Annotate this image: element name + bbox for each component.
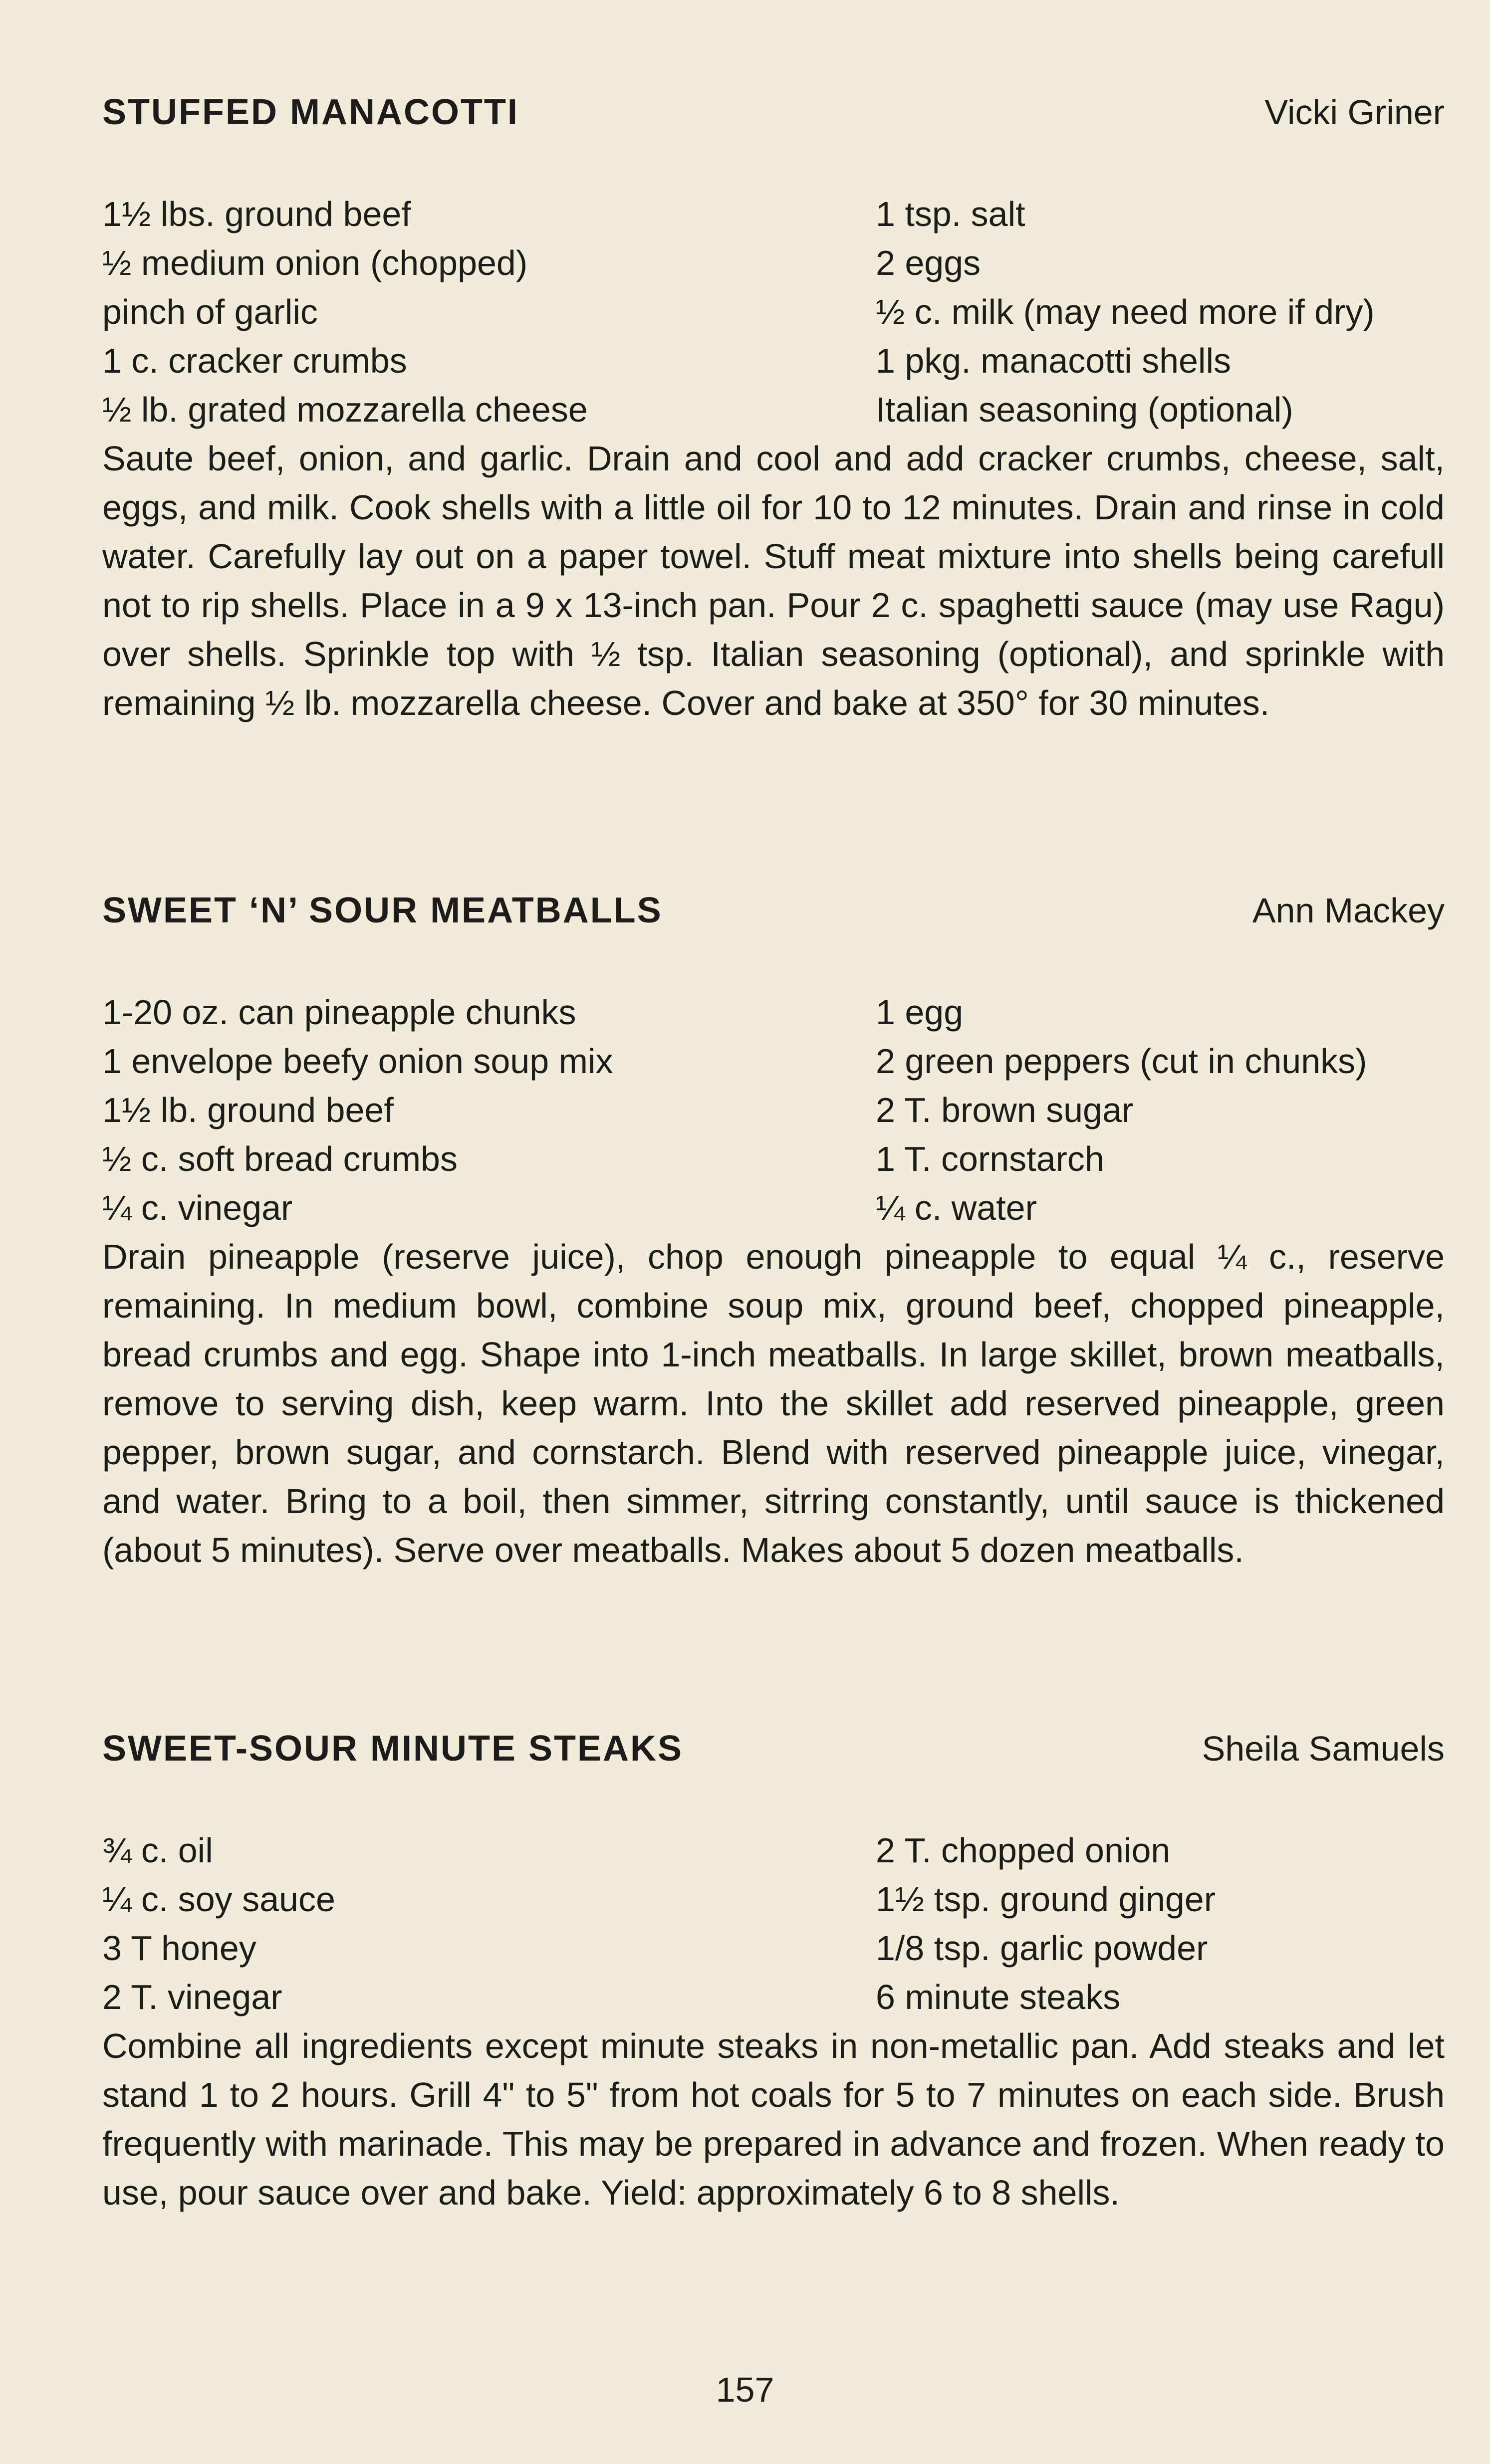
ingredient: pinch of garlic xyxy=(102,292,318,331)
ingredient: 1/8 tsp. garlic powder xyxy=(876,1929,1208,1968)
recipe-sweet-sour-minute-steaks xyxy=(102,1721,1445,2217)
ingredient: 1 c. cracker crumbs xyxy=(102,341,407,380)
ingredient: 1½ tsp. ground ginger xyxy=(876,1880,1216,1919)
page-number: 157 xyxy=(716,2370,774,2409)
ingredient-list xyxy=(102,190,1445,434)
recipe-author: Ann Mackey xyxy=(1252,891,1445,930)
ingredient: Italian seasoning (optional) xyxy=(876,390,1293,429)
recipe-stuffed-manacotti xyxy=(102,85,1445,727)
ingredient: ½ lb. grated mozzarella cheese xyxy=(102,390,588,429)
recipe-author: Sheila Samuels xyxy=(1202,1729,1445,1768)
ingredient: 1 envelope beefy onion soup mix xyxy=(102,1042,613,1081)
ingredient: 1 tsp. salt xyxy=(876,195,1025,233)
ingredient: 3 T honey xyxy=(102,1929,256,1968)
ingredient: 2 green peppers (cut in chunks) xyxy=(876,1042,1367,1081)
recipe-directions: Combine all ingredients except minute steaks in non-metallic pan. Add steaks and let stand 1 to 2 hours. Grill 4" to 5" from hot coals for 5 to 7 minutes on each side. Brush frequently with marinade. This may be prepared in advance and frozen. When ready to use, pour sauce over and bake. Yield: approximately 6 to 8 shells. xyxy=(102,2026,1445,2212)
ingredient: 2 T. vinegar xyxy=(102,1978,282,2016)
recipe-header xyxy=(102,85,1445,145)
recipe-sweet-n-sour-meatballs xyxy=(102,883,1445,1574)
recipe-title: SWEET ‘N’ SOUR MEATBALLS xyxy=(102,891,663,930)
recipe-directions: Drain pineapple (reserve juice), chop enough pineapple to equal ¼ c., reserve remaining. In medium bowl, combine soup mix, ground beef, chopped pineapple, bread crumbs and egg. Shape into 1-inch meatballs. In large skillet, brown meatballs, remove to serving dish, keep warm. Into the skillet add reserved pineapple, green pepper, brown sugar, and cornstarch. Blend with reserved pineapple juice, vinegar, and water. Bring to a boil, then simmer, sitrring constantly, until sauce is thickened (about 5 minutes). Serve over meatballs. Makes about 5 dozen meatballs. xyxy=(102,1237,1445,1569)
recipe-header xyxy=(102,883,1445,943)
ingredient: ¾ c. oil xyxy=(102,1831,213,1870)
recipe-title: STUFFED MANACOTTI xyxy=(102,92,519,132)
ingredient: ¼ c. water xyxy=(876,1188,1037,1227)
ingredient: ¼ c. soy sauce xyxy=(102,1880,335,1919)
ingredient: ½ c. soft bread crumbs xyxy=(102,1139,458,1178)
recipe-header xyxy=(102,1721,1445,1781)
ingredient: 2 T. chopped onion xyxy=(876,1831,1171,1870)
recipe-directions: Saute beef, onion, and garlic. Drain and cool and add cracker crumbs, cheese, salt, eggs, and milk. Cook shells with a little oil for 10 to 12 minutes. Drain and rinse in cold water. Carefully lay out on a paper towel. Stuff meat mixture into shells being carefull not to rip shells. Place in a 9 x 13-inch pan. Pour 2 c. spaghetti sauce (may use Ragu) over shells. Sprinkle top with ½ tsp. Italian seasoning (optional), and sprinkle with remaining ½ lb. mozzarella cheese. Cover and bake at 350° for 30 minutes. xyxy=(102,439,1445,722)
ingredient: 1 egg xyxy=(876,993,964,1032)
ingredient: 1½ lbs. ground beef xyxy=(102,195,411,233)
ingredient-list xyxy=(102,1826,1445,2021)
ingredient: 1 pkg. manacotti shells xyxy=(876,341,1232,380)
ingredient: 2 eggs xyxy=(876,243,981,282)
ingredient: 1 T. cornstarch xyxy=(876,1139,1104,1178)
ingredient: 1½ lb. ground beef xyxy=(102,1091,394,1129)
ingredient: 1-20 oz. can pineapple chunks xyxy=(102,993,576,1032)
ingredient: ¼ c. vinegar xyxy=(102,1188,293,1227)
recipe-author: Vicki Griner xyxy=(1264,93,1445,132)
ingredient: 2 T. brown sugar xyxy=(876,1091,1134,1129)
ingredient: ½ medium onion (chopped) xyxy=(102,243,528,282)
ingredient: ½ c. milk (may need more if dry) xyxy=(876,292,1375,331)
recipe-title: SWEET-SOUR MINUTE STEAKS xyxy=(102,1729,684,1769)
ingredient-list xyxy=(102,988,1445,1232)
ingredient: 6 minute steaks xyxy=(876,1978,1121,2016)
